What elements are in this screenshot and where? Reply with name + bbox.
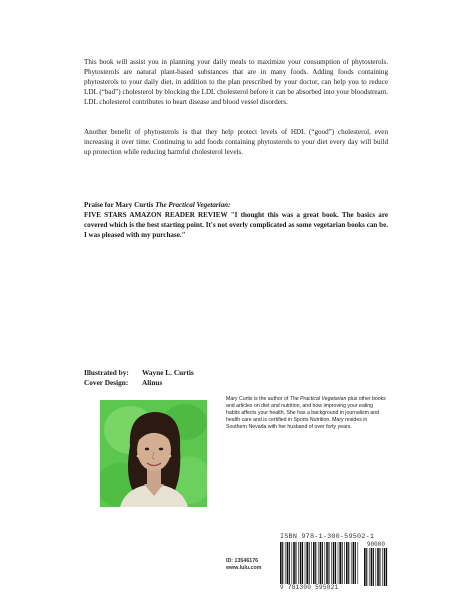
description-paragraph-2: Another benefit of phytosterols is that they help protect levels of HDL (“good”) cholesterol, even increasing it over time. Continuing to add foods containing phytosterols to your diet every day will build up protection while reducing harmful cholesterol levels.: [84, 128, 388, 156]
bio-book-title: The Practical Vegetarian: [289, 396, 347, 402]
isbn-barcode: [280, 542, 360, 586]
publisher-id: ID: 13546176: [226, 558, 259, 564]
praise-heading-title: The Practical Vegetarian:: [155, 201, 231, 209]
price-addon-barcode: [364, 548, 388, 586]
credit-cover-design: [84, 378, 194, 388]
author-photo: [100, 400, 207, 507]
bio-after: plus other books and articles on diet and nutrition, and how improving your eating habits affects your health. She has a background in journalism and health care and is certified in Sports Nutrition. Mary resides in Southern Nevada with her husband of over forty years.: [226, 396, 386, 431]
design-label: Cover Design:: [84, 378, 129, 387]
publisher-url: www.lulu.com: [226, 565, 262, 571]
credit-illustrator: [84, 368, 194, 378]
illustrated-label: Illustrated by:: [84, 368, 129, 377]
description-paragraph-1: This book will assist you in planning your daily meals to maximize your consumption of phytosterols. Phytosterols are natural plant-based substances that are in many foods. Adding foods containing phytosterols to your daily diet, in addition to the plan prescribed by your doctor, can help you to reduce LDL (“bad”) cholesterol by blocking the LDL cholesterol before it can be absorbed into your bloodstream. LDL cholesterol contributes to heart disease and blood vessel disorders.: [84, 58, 388, 106]
barcode-digits: 9 781300 595021: [280, 584, 339, 591]
author-bio: [226, 396, 386, 431]
barcode-addon-number: 90000: [366, 541, 385, 548]
illustrated-name: Wayne L. Curtis: [142, 368, 194, 377]
publisher-info: [226, 558, 261, 572]
praise-heading-prefix: Praise for Mary Curtis: [84, 201, 156, 209]
praise-heading: [84, 201, 388, 211]
design-name: Alinus: [142, 378, 163, 387]
isbn-text: ISBN 978-1-300-59502-1: [280, 533, 375, 541]
author-portrait-illustration: [100, 400, 207, 507]
credits-block: [84, 368, 194, 388]
bio-before: Mary Curtis is the author of: [226, 396, 290, 402]
praise-review: FIVE STARS AMAZON READER REVIEW "I thought this was a great book. The basics are covered which is the best starting point. It's not overly complicated as some vegetarian books can be. I was pleased with my purchase.": [84, 210, 388, 239]
praise-block: [84, 201, 388, 241]
